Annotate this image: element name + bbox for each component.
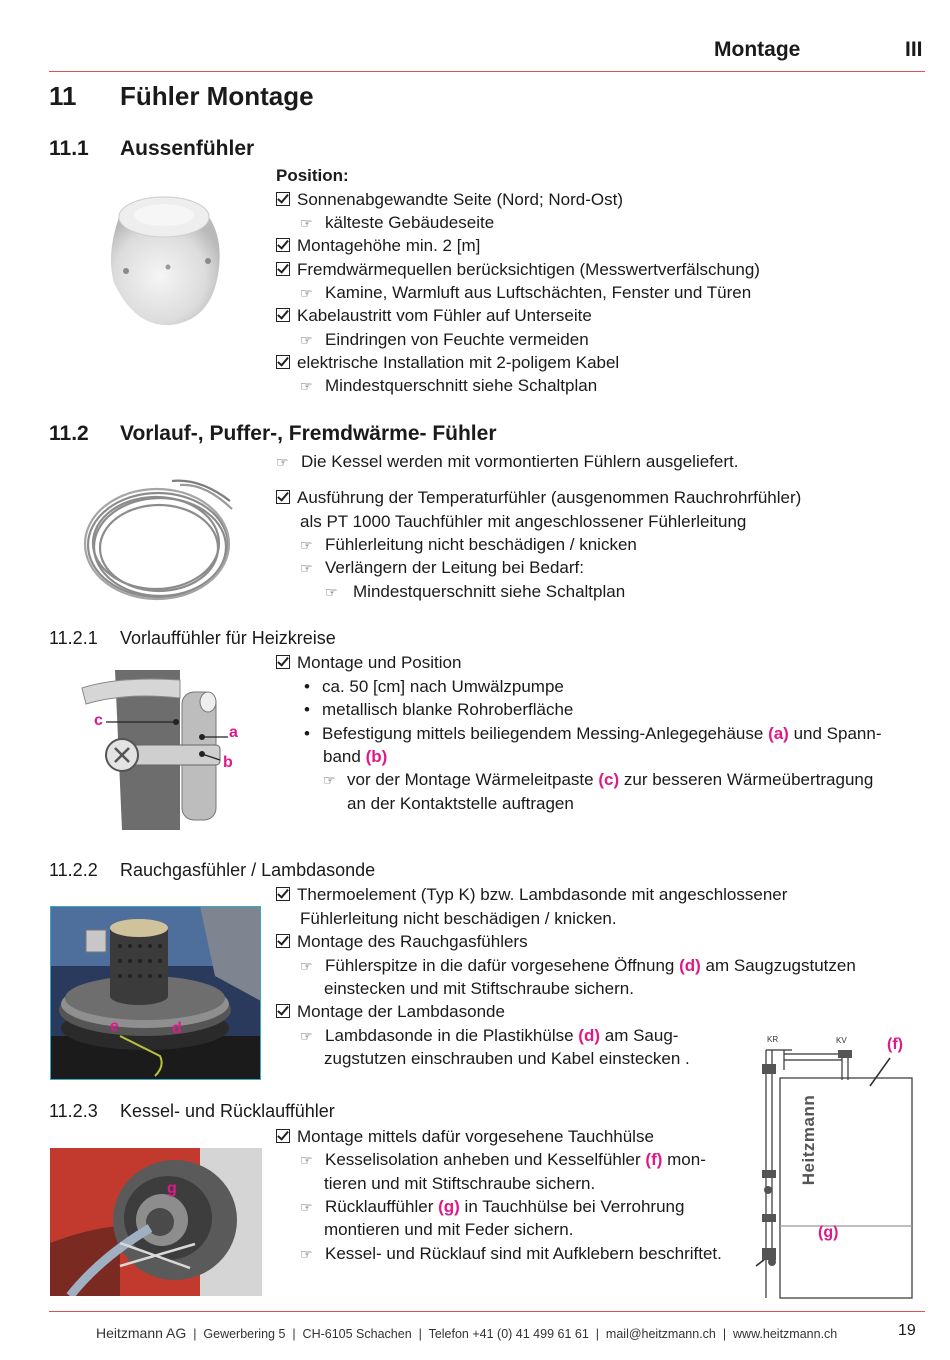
checkbox-icon (276, 490, 290, 504)
section-number-11-2-3: 11.2.3 (49, 1101, 98, 1121)
list-item-continuation: montieren und mit Feder sichern. (324, 1220, 574, 1239)
checkbox-icon (276, 308, 290, 322)
footer-city: CH-6105 Schachen (302, 1327, 412, 1341)
section-number-11-2: 11.2 (49, 422, 89, 445)
pointing-hand-icon: ☞ (300, 1246, 313, 1262)
section-number-11-2-2: 11.2.2 (49, 860, 98, 880)
ref-a: (a) (768, 724, 789, 743)
pointing-hand-icon: ☞ (276, 454, 289, 470)
section-title-11-2: Vorlauf-, Puffer-, Fremdwärme- Fühler (120, 422, 497, 445)
list-item: ☞ vor der Montage Wärmeleitpaste (c) zur besseren Wärmeübertragung (323, 768, 873, 792)
list-item: ☞ Lambdasonde in die Plastikhülse (d) am Saug- (300, 1024, 678, 1048)
checkbox-icon (276, 262, 290, 276)
ref-d: (d) (679, 956, 701, 975)
diagram-label-kr: KR (767, 1035, 779, 1044)
list-item: Montage und Position (276, 651, 461, 674)
list-item: ☞ Rücklauffühler (g) in Tauchhülse bei Verrohrung (300, 1195, 684, 1219)
section-number-11-1: 11.1 (49, 137, 89, 160)
list-item: Montage mittels dafür vorgesehene Tauchhülse (276, 1125, 654, 1148)
callout-label-b: b (223, 754, 233, 771)
chapter-number: 11 (49, 81, 77, 111)
footer-phone: Telefon +41 (0) 41 499 61 61 (428, 1327, 589, 1341)
ref-c: (c) (598, 770, 620, 789)
list-item: Montage des Rauchgasfühlers (276, 930, 528, 953)
list-item-continuation: zugstutzen einschrauben und Kabel einstecken . (324, 1049, 690, 1068)
list-item-continuation: tieren und mit Stiftschraube sichern. (324, 1174, 596, 1193)
list-item: Kabelaustritt vom Fühler auf Unterseite (276, 304, 592, 327)
callout-label-g: g (167, 1180, 177, 1197)
flow-sensor-illustration (80, 670, 250, 835)
list-item-continuation: an der Kontaktstelle auftragen (347, 794, 574, 813)
footer-rule (49, 1311, 925, 1312)
pointing-hand-icon: ☞ (300, 215, 313, 231)
pointing-hand-icon: ☞ (300, 285, 313, 301)
pointing-hand-icon: ☞ (300, 537, 313, 553)
footer-address: Gewerbering 5 (203, 1327, 286, 1341)
ref-f: (f) (645, 1150, 663, 1169)
section-title-11-2-3: Kessel- und Rücklauffühler (120, 1101, 335, 1121)
callout-label-a: a (229, 724, 238, 741)
running-header-part: III (905, 38, 923, 61)
footer-website[interactable]: www.heitzmann.ch (733, 1327, 838, 1341)
list-item-continuation: als PT 1000 Tauchfühler mit angeschlossener Fühlerleitung (300, 512, 747, 531)
pointing-hand-icon: ☞ (300, 1028, 313, 1044)
pointing-hand-icon: ☞ (300, 1199, 313, 1215)
list-item: Montage der Lambdasonde (276, 1000, 505, 1023)
checkbox-icon (276, 655, 290, 669)
diagram-callout-f: (f) (887, 1036, 903, 1053)
checkbox-icon (276, 238, 290, 252)
checkbox-icon (276, 355, 290, 369)
list-item: elektrische Installation mit 2-poligem Kabel (276, 351, 619, 374)
list-item: Thermoelement (Typ K) bzw. Lambdasonde mit angeschlossener (276, 883, 787, 906)
list-item: ☞ Mindestquerschnitt siehe Schaltplan (325, 580, 625, 604)
list-item: ☞ kälteste Gebäudeseite (300, 211, 494, 235)
running-header-section: Montage (714, 38, 801, 61)
list-item: Ausführung der Temperaturfühler (ausgenommen Rauchrohrfühler) (276, 486, 801, 509)
list-item: • metallisch blanke Rohroberfläche (300, 698, 573, 721)
boiler-diagram (752, 1030, 924, 1302)
pointing-hand-icon: ☞ (300, 560, 313, 576)
list-item: ☞ Verlängern der Leitung bei Bedarf: (300, 556, 584, 580)
bullet-icon: • (304, 724, 310, 743)
section-number-11-2-1: 11.2.1 (49, 628, 98, 648)
page-number: 19 (898, 1322, 916, 1339)
list-item: • ca. 50 [cm] nach Umwälzpumpe (300, 675, 564, 698)
position-label: Position: (276, 166, 349, 185)
boiler-brand-text: Heitzmann (799, 1094, 818, 1186)
list-item-continuation: Fühlerleitung nicht beschädigen / knicken. (300, 909, 617, 928)
checkbox-icon (276, 934, 290, 948)
chapter-title: Fühler Montage (120, 81, 314, 111)
section-title-11-2-2: Rauchgasfühler / Lambdasonde (120, 860, 376, 880)
list-item: ☞ Mindestquerschnitt siehe Schaltplan (300, 374, 597, 398)
bullet-icon: • (304, 677, 310, 696)
list-item-continuation: band (b) (323, 747, 388, 766)
header-rule (49, 71, 925, 72)
ref-b: (b) (365, 747, 388, 766)
footer-contact: Heitzmann AG | Gewerbering 5 | CH-6105 Schachen | Telefon +41 (0) 41 499 61 61 | mail@heitzmann.ch | www.heitzmann.ch (96, 1325, 838, 1341)
diagram-label-kv: KV (836, 1036, 847, 1045)
list-item: ☞ Eindringen von Feuchte vermeiden (300, 328, 589, 352)
list-item: Montagehöhe min. 2 [m] (276, 234, 480, 257)
pointing-hand-icon: ☞ (300, 332, 313, 348)
list-item: ☞ Fühlerleitung nicht beschädigen / knicken (300, 533, 637, 557)
diagram-callout-g: (g) (818, 1224, 839, 1241)
boiler-sensor-photo (50, 1148, 262, 1296)
pointing-hand-icon: ☞ (323, 772, 336, 788)
section-title-11-2-1: Vorlauffühler für Heizkreise (120, 628, 336, 648)
footer-company: Heitzmann AG (96, 1325, 187, 1341)
list-item-continuation: einstecken und mit Stiftschraube sichern. (324, 979, 634, 998)
callout-label-d: d (172, 1020, 182, 1037)
ref-d-2: (d) (578, 1026, 601, 1045)
list-item: ☞ Die Kessel werden mit vormontierten Fühlern ausgeliefert. (276, 450, 738, 474)
list-item: ☞ Kessel- und Rücklauf sind mit Aufklebern beschriftet. (300, 1242, 722, 1266)
ref-g: (g) (438, 1197, 460, 1216)
list-item: ☞ Fühlerspitze in die dafür vorgesehene Öffnung (d) am Saugzugstutzen (300, 954, 856, 978)
bullet-icon: • (304, 700, 310, 719)
list-item: Sonnenabgewandte Seite (Nord; Nord-Ost) (276, 188, 623, 211)
footer-email[interactable]: mail@heitzmann.ch (605, 1327, 716, 1341)
list-item: ☞ Kamine, Warmluft aus Luftschächten, Fenster und Türen (300, 281, 751, 305)
checkbox-icon (276, 192, 290, 206)
pointing-hand-icon: ☞ (300, 958, 313, 974)
pointing-hand-icon: ☞ (300, 1152, 313, 1168)
checkbox-icon (276, 1129, 290, 1143)
list-item: Fremdwärmequellen berücksichtigen (Messwertverfälschung) (276, 258, 760, 281)
pointing-hand-icon: ☞ (300, 378, 313, 394)
flue-gas-sensor-photo (50, 906, 261, 1080)
list-item: • Befestigung mittels beiliegendem Messing-Anlegegehäuse (a) und Spann- (300, 722, 881, 745)
list-item: ☞ Kesselisolation anheben und Kesselfühler (f) mon- (300, 1148, 706, 1172)
checkbox-icon (276, 1004, 290, 1018)
outdoor-sensor-photo (100, 185, 230, 330)
pointing-hand-icon: ☞ (325, 584, 338, 600)
section-title-11-1: Aussenfühler (120, 137, 255, 160)
sensor-cable-photo (80, 473, 235, 610)
callout-label-e: e (110, 1018, 119, 1035)
callout-label-c: c (94, 712, 103, 729)
checkbox-icon (276, 887, 290, 901)
